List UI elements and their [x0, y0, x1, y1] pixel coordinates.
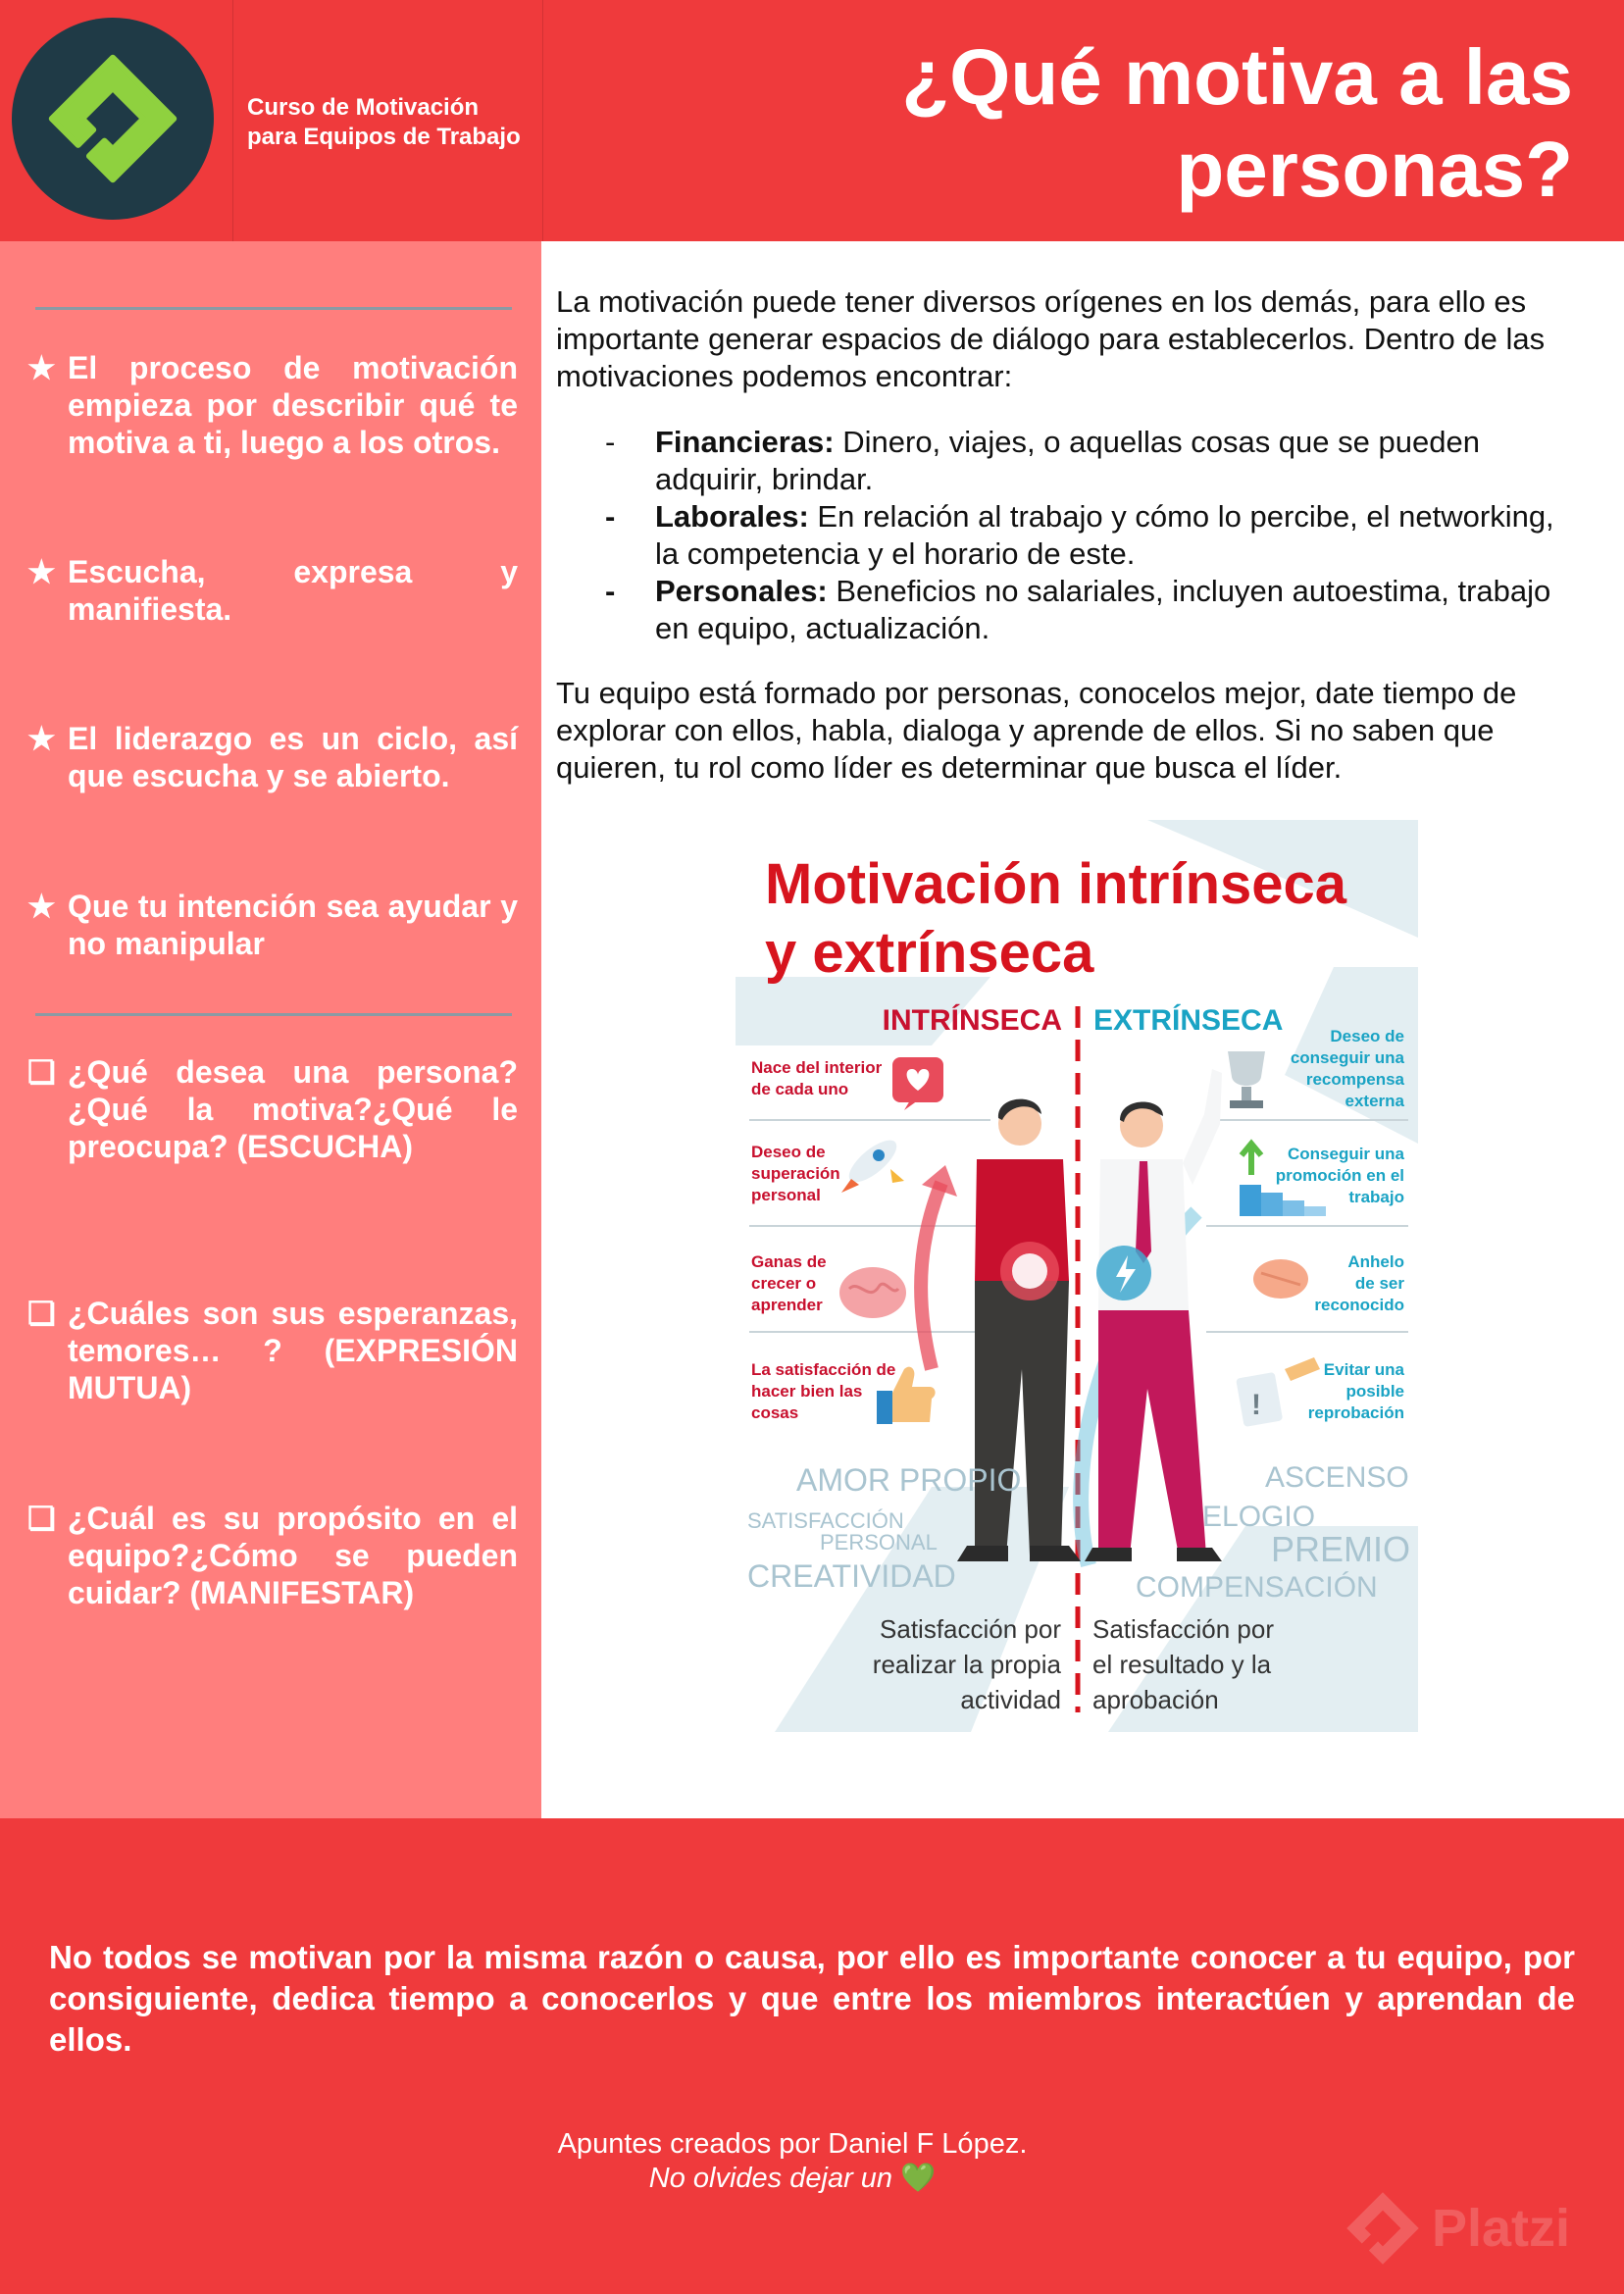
author-credit: Apuntes creados por Daniel F López. — [557, 2128, 1028, 2160]
course-line: para Equipos de Trabajo — [247, 124, 521, 150]
intrinsic-item: de cada uno — [751, 1080, 849, 1098]
intrinsic-item: aprender — [751, 1296, 823, 1314]
key-point-text: Escucha, expresa y manifiesta. — [68, 554, 518, 627]
checkbox-icon: ❏ — [27, 1501, 56, 1536]
intrinsic-item: Ganas de — [751, 1252, 827, 1271]
key-point — [27, 720, 518, 794]
heart-bubble-icon — [892, 1057, 943, 1110]
key-point — [27, 888, 518, 962]
extrinsic-keyword: ASCENSO — [1265, 1461, 1409, 1494]
watermark-text: Platzi — [1432, 2199, 1571, 2258]
list-term: Laborales: — [655, 499, 809, 534]
key-message: No todos se motivan por la misma razón o causa, por ello es importante conocer a tu equipo, por consiguiente, dedica tiempo a conocerlos y que entre los miembros interactúen y aprendan de ellos. — [49, 1939, 1575, 2058]
extrinsic-keyword: COMPENSACIÓN — [1136, 1571, 1378, 1604]
list-text: Beneficios no salariales, incluyen autoestima, trabajo en equipo, actualización. — [655, 574, 1551, 645]
extrinsic-item: Evitar una — [1323, 1360, 1404, 1379]
key-point-text: Que tu intención sea ayudar y no manipular — [68, 889, 518, 961]
course-name — [247, 93, 521, 152]
extrinsic-keyword: ELOGIO — [1202, 1501, 1316, 1533]
page-title — [690, 31, 1573, 216]
intrinsic-keyword: CREATIVIDAD — [747, 1558, 956, 1594]
infographic-title: Motivación intrínseca — [765, 852, 1347, 916]
extrinsic-item: recompensa — [1305, 1070, 1404, 1089]
closing-text: Tu equipo está formado por personas, conocelos mejor, date tiempo de explorar con ellos, habla, dialoga y aprende de ellos. Si no saben que quieren, tu rol como líder es determinar que busca el líder. — [556, 676, 1517, 785]
checkbox-icon: ❏ — [27, 1054, 56, 1090]
platzi-watermark — [1336, 2179, 1620, 2277]
intrinsic-item: hacer bien las — [751, 1382, 863, 1401]
brain-icon — [839, 1267, 906, 1318]
extrinsic-item: Deseo de — [1330, 1027, 1404, 1045]
list-text: En relación al trabajo y cómo lo percibe, el networking, la competencia y el horario de este. — [655, 499, 1554, 571]
motivation-infographic — [736, 820, 1418, 1732]
extrinsic-item: trabajo — [1348, 1188, 1404, 1206]
list-item — [556, 573, 1576, 647]
green-heart-icon: 💚 — [900, 2163, 937, 2194]
header-divider — [232, 0, 233, 241]
extrinsic-item: posible — [1345, 1382, 1404, 1401]
intro-text: La motivación puede tener diversos orígenes en los demás, para ello es importante generar espacios de diálogo para establecerlos. Dentro de las motivaciones podemos encontrar: — [556, 284, 1546, 393]
intrinsic-caption: realizar la propia — [872, 1650, 1061, 1679]
svg-text:!: ! — [1251, 1389, 1261, 1421]
intrinsic-item: Deseo de — [751, 1143, 826, 1161]
list-dash: - — [605, 499, 616, 534]
key-point — [27, 553, 518, 628]
course-line: Curso de Motivación — [247, 94, 480, 121]
star-icon: ★ — [27, 721, 56, 756]
intrinsic-item: crecer o — [751, 1274, 817, 1293]
intrinsic-item: cosas — [751, 1403, 799, 1422]
list-dash: - — [605, 574, 616, 608]
divider — [35, 1013, 512, 1016]
intrinsic-caption: Satisfacción por — [880, 1614, 1061, 1644]
intrinsic-item: superación — [751, 1164, 840, 1183]
list-term: Personales: — [655, 574, 828, 608]
intrinsic-caption: actividad — [960, 1685, 1061, 1714]
extrinsic-caption: Satisfacción por — [1092, 1614, 1274, 1644]
question-item — [27, 1053, 518, 1165]
extrinsic-item: reconocido — [1314, 1296, 1404, 1314]
intrinsic-item: personal — [751, 1186, 821, 1204]
question-text: ¿Cuál es su propósito en el equipo?¿Cómo se pueden cuidar? (MANIFESTAR) — [68, 1501, 518, 1610]
key-point-text: El liderazgo es un ciclo, así que escucha y se abierto. — [68, 721, 518, 793]
reminder-text: No olvides dejar un — [648, 2163, 893, 2194]
question-text: ¿Qué desea una persona?¿Qué la motiva?¿Qué le preocupa? (ESCUCHA) — [68, 1054, 518, 1164]
question-item — [27, 1500, 518, 1611]
star-icon: ★ — [27, 889, 56, 924]
intrinsic-keyword: PERSONAL — [820, 1530, 938, 1555]
checkbox-icon: ❏ — [27, 1296, 56, 1331]
extrinsic-header: EXTRÍNSECA — [1093, 1004, 1284, 1037]
header-divider — [542, 0, 543, 241]
header-bar — [0, 0, 1624, 241]
key-point — [27, 349, 518, 461]
star-icon: ★ — [27, 350, 56, 385]
handshake-icon — [1253, 1259, 1308, 1299]
extrinsic-item: promoción en el — [1275, 1166, 1404, 1185]
extrinsic-caption: aprobación — [1092, 1685, 1219, 1714]
extrinsic-item: Conseguir una — [1287, 1145, 1404, 1163]
extrinsic-item: conseguir una — [1290, 1048, 1404, 1067]
list-item — [556, 424, 1576, 498]
question-text: ¿Cuáles son sus esperanzas, temores… ? (EXPRESIÓN MUTUA) — [68, 1296, 518, 1405]
key-point-text: El proceso de motivación empieza por describir qué te motiva a ti, luego a los otros. — [68, 350, 518, 460]
platzi-logo-icon — [12, 18, 214, 220]
intrinsic-item: La satisfacción de — [751, 1360, 896, 1379]
extrinsic-item: externa — [1345, 1092, 1404, 1110]
star-icon: ★ — [27, 554, 56, 589]
intrinsic-header: INTRÍNSECA — [882, 1004, 1062, 1037]
infographic-title: y extrínseca — [765, 921, 1094, 985]
question-item — [27, 1295, 518, 1406]
closing-paragraph — [556, 675, 1576, 787]
divider — [35, 307, 512, 310]
intrinsic-keyword: SATISFACCIÓN — [747, 1508, 904, 1533]
motivation-list — [556, 424, 1576, 647]
extrinsic-item: de ser — [1354, 1274, 1404, 1293]
list-dash: - — [605, 425, 616, 459]
extrinsic-caption: el resultado y la — [1092, 1650, 1272, 1679]
sidebar — [0, 241, 541, 1818]
extrinsic-item: Anhelo — [1347, 1252, 1404, 1271]
title-line: ¿Qué motiva a las — [901, 33, 1573, 121]
extrinsic-item: reprobación — [1307, 1403, 1404, 1422]
list-item — [556, 498, 1576, 573]
list-text: Dinero, viajes, o aquellas cosas que se pueden adquirir, brindar. — [655, 425, 1480, 496]
intro-paragraph — [556, 283, 1576, 395]
extrinsic-keyword: PREMIO — [1271, 1529, 1411, 1569]
intrinsic-item: Nace del interior — [751, 1058, 883, 1077]
list-term: Financieras: — [655, 425, 835, 459]
title-line: personas? — [1176, 126, 1573, 213]
intrinsic-keyword: AMOR PROPIO — [796, 1462, 1022, 1498]
